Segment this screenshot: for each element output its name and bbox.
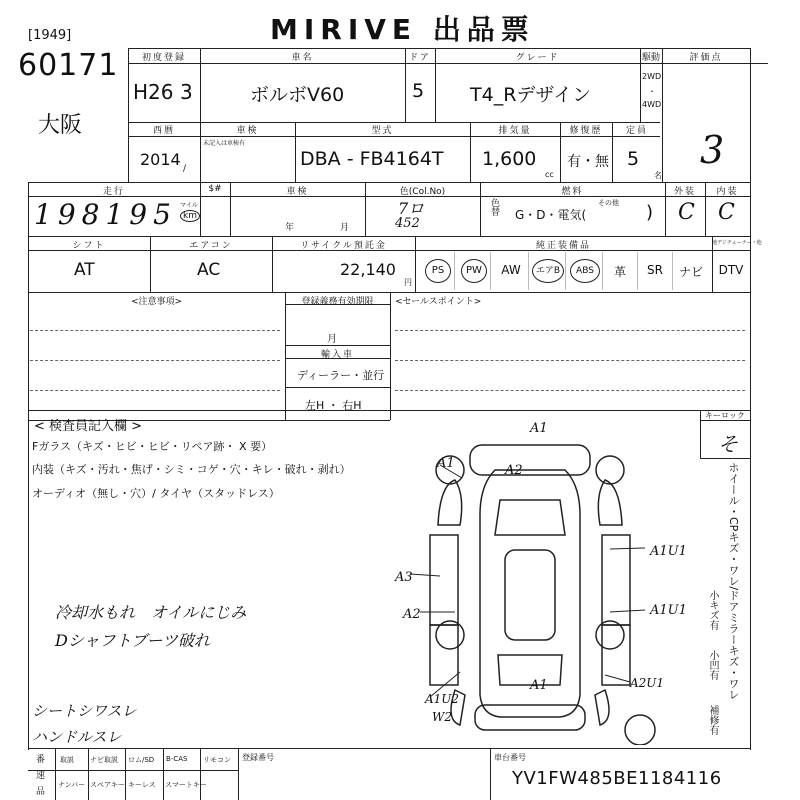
shift: AT: [74, 260, 95, 280]
key-lock-label: キーロック: [705, 411, 745, 420]
damage-mark: A1: [437, 456, 455, 471]
key-lock-value: そ: [718, 432, 738, 456]
equip-airbag: エアB: [532, 259, 564, 283]
inspection-note: 未記入は車検有: [203, 140, 246, 147]
footer-side-label-3: 品: [36, 787, 46, 797]
mileage-label: 走行: [102, 187, 125, 197]
audio-tire-line: オーディオ（無し・穴）/ タイヤ（スタッドレス）: [32, 487, 280, 500]
fuel-close: ): [646, 202, 654, 223]
damage-mark: W2: [432, 710, 452, 724]
equip-abs: ABS: [570, 259, 600, 283]
car-name-label: 車名: [291, 53, 314, 63]
doors: 5: [412, 80, 425, 102]
repair-history: 有・無: [567, 154, 609, 170]
fuel-label: 燃料: [561, 187, 584, 197]
equipment-label: 純正装備品: [535, 241, 591, 251]
aircon: AC: [197, 260, 221, 280]
glass-line: Fガラス（キズ・ヒビ・ヒビ・リペア跡・ X 要）: [32, 440, 273, 453]
inspector-title: < 検査員記入欄 >: [34, 419, 143, 434]
equip-dtv: DTV: [718, 263, 744, 277]
car-name: ボルボV60: [250, 84, 345, 106]
vin-label: 車台番号: [494, 753, 526, 762]
footer-side-label-2: 速: [36, 771, 46, 781]
location: 大阪: [38, 113, 83, 138]
mile-unit: マイル: [180, 202, 198, 209]
sales-point-label: <セールスポイント>: [395, 297, 482, 307]
damage-leader-lines: [400, 420, 660, 740]
score-label: 評価点: [689, 53, 723, 63]
fuel-type: G・D・電気(: [515, 208, 587, 222]
color-code-top: 7ロ: [398, 199, 425, 218]
damage-mark: A3: [395, 570, 413, 585]
damage-mark: A1: [530, 421, 548, 436]
drive-4wd: 4WD: [642, 100, 662, 109]
import-label: 輸入車: [320, 350, 354, 360]
damage-mark: A1U1: [650, 544, 687, 559]
year-label: 西暦: [152, 126, 175, 136]
damage-mark: A2: [505, 463, 523, 478]
equip-navi: ナビ: [678, 265, 703, 279]
item-smart-key: スマートキー: [165, 781, 207, 789]
handwritten-note-1: 冷却水もれ オイルにじみ: [55, 603, 247, 622]
damage-mark: A1: [530, 678, 548, 693]
small-scratch-note: 小キズ有: [707, 590, 718, 630]
vin: YV1FW485BE1184116: [512, 768, 722, 789]
drive-label: 駆動: [641, 53, 660, 63]
color-code-bottom: 452: [395, 216, 420, 231]
inspection-label-2: 車検: [286, 187, 309, 197]
damage-mark: A2U1: [630, 676, 665, 690]
equip-aw: AW: [501, 263, 521, 277]
interior-line: 内装（キズ・汚れ・焦げ・シミ・コゲ・穴・キレ・破れ・剥れ）: [32, 463, 351, 476]
inspection-month-label: 月: [340, 223, 350, 233]
item-bcas: B-CAS: [166, 755, 188, 763]
item-spare-key: スペアキー: [90, 781, 125, 789]
lot-bracket: [1949]: [28, 28, 72, 43]
yen-unit: 円: [404, 278, 412, 287]
color-change-label: 色替: [489, 198, 499, 216]
inspection-year-label: 年: [285, 223, 295, 233]
model-code: DBA - FB4164T: [300, 148, 444, 170]
repair-note: 補修有: [707, 705, 718, 735]
fuel-other-label: その他: [598, 199, 619, 207]
reg-month: 3: [180, 80, 193, 104]
handle-side: 左H ・ 右H: [305, 399, 362, 412]
shift-label: シフト: [72, 241, 106, 251]
item-plate: ナンバー: [58, 781, 86, 789]
first-reg-label: 初度登録: [141, 53, 186, 63]
footer-side-label-1: 番: [36, 755, 46, 765]
capacity-label: 定員: [625, 126, 648, 136]
exterior-label: 外装: [673, 187, 696, 197]
handwritten-note-2: Dシャフトブーツ破れ: [55, 631, 210, 650]
history-label: 修復歴: [569, 126, 603, 136]
item-manual: 取説: [60, 756, 74, 764]
page-title: MIRIVE 出品票: [270, 13, 535, 46]
meter-label: $#: [208, 184, 222, 194]
small-dent-note: 小凹有: [707, 650, 718, 680]
drive-2wd: 2WD: [642, 72, 662, 81]
caution-label: <注意事項>: [130, 297, 183, 307]
color-label: 色(Col.No): [399, 187, 446, 197]
grade: T4_Rデザイン: [470, 84, 592, 106]
item-remote: リモコン: [203, 756, 231, 764]
capacity: 5: [627, 148, 640, 170]
registration-label: 登録義務有効期限: [301, 297, 374, 307]
exterior-grade: C: [678, 200, 695, 225]
model-label: 型式: [371, 126, 394, 136]
equip-pw: PW: [461, 259, 487, 283]
displacement: 1,600: [482, 148, 537, 170]
capacity-unit: 名: [654, 171, 662, 180]
damage-mark: A1U2: [425, 692, 460, 706]
aircon-label: エアコン: [189, 241, 233, 251]
item-rom-sd: ロム/SD: [128, 756, 155, 764]
import-dealer: ディーラー・並行: [297, 369, 385, 382]
lot-number: 60171: [18, 48, 119, 83]
equip-ps: PS: [425, 259, 451, 283]
interior-grade: C: [718, 200, 735, 225]
recycle-fee: 22,140: [340, 260, 396, 279]
displacement-label: 排気量: [498, 126, 532, 136]
cc-unit: cc: [545, 170, 554, 179]
equip-leather: 革: [613, 265, 626, 279]
handwritten-note-3: シートシワスレ: [32, 702, 137, 720]
reg-number-label: 登録番号: [242, 753, 274, 762]
doors-label: ドア: [409, 53, 431, 63]
damage-mark: A2: [403, 607, 421, 622]
grade-label: グレード: [515, 53, 560, 63]
damage-mark: A1U1: [650, 603, 687, 618]
equip-sr: SR: [647, 263, 663, 277]
interior-label: 内装: [716, 187, 739, 197]
registration-month-label: 月: [327, 334, 337, 345]
recycle-label: リサイクル預託金: [300, 241, 387, 251]
wheel-mirror-note: ホイール・CPキズ・ワレ/ドアミラーキズ・ワレ: [727, 462, 740, 701]
mileage: 198195: [34, 198, 177, 231]
evaluation-score: 3: [700, 128, 725, 172]
item-navi-manual: ナビ取説: [90, 756, 118, 764]
km-unit: km: [180, 210, 200, 222]
model-year: 2014: [140, 150, 181, 169]
inspection-label: 車検: [236, 126, 259, 136]
tuner-label: 地デジチューナー・他: [712, 240, 762, 246]
handwritten-note-4: ハンドルスレ: [32, 728, 122, 746]
reg-era: H26: [133, 80, 174, 104]
item-keyless: キーレス: [128, 781, 156, 789]
